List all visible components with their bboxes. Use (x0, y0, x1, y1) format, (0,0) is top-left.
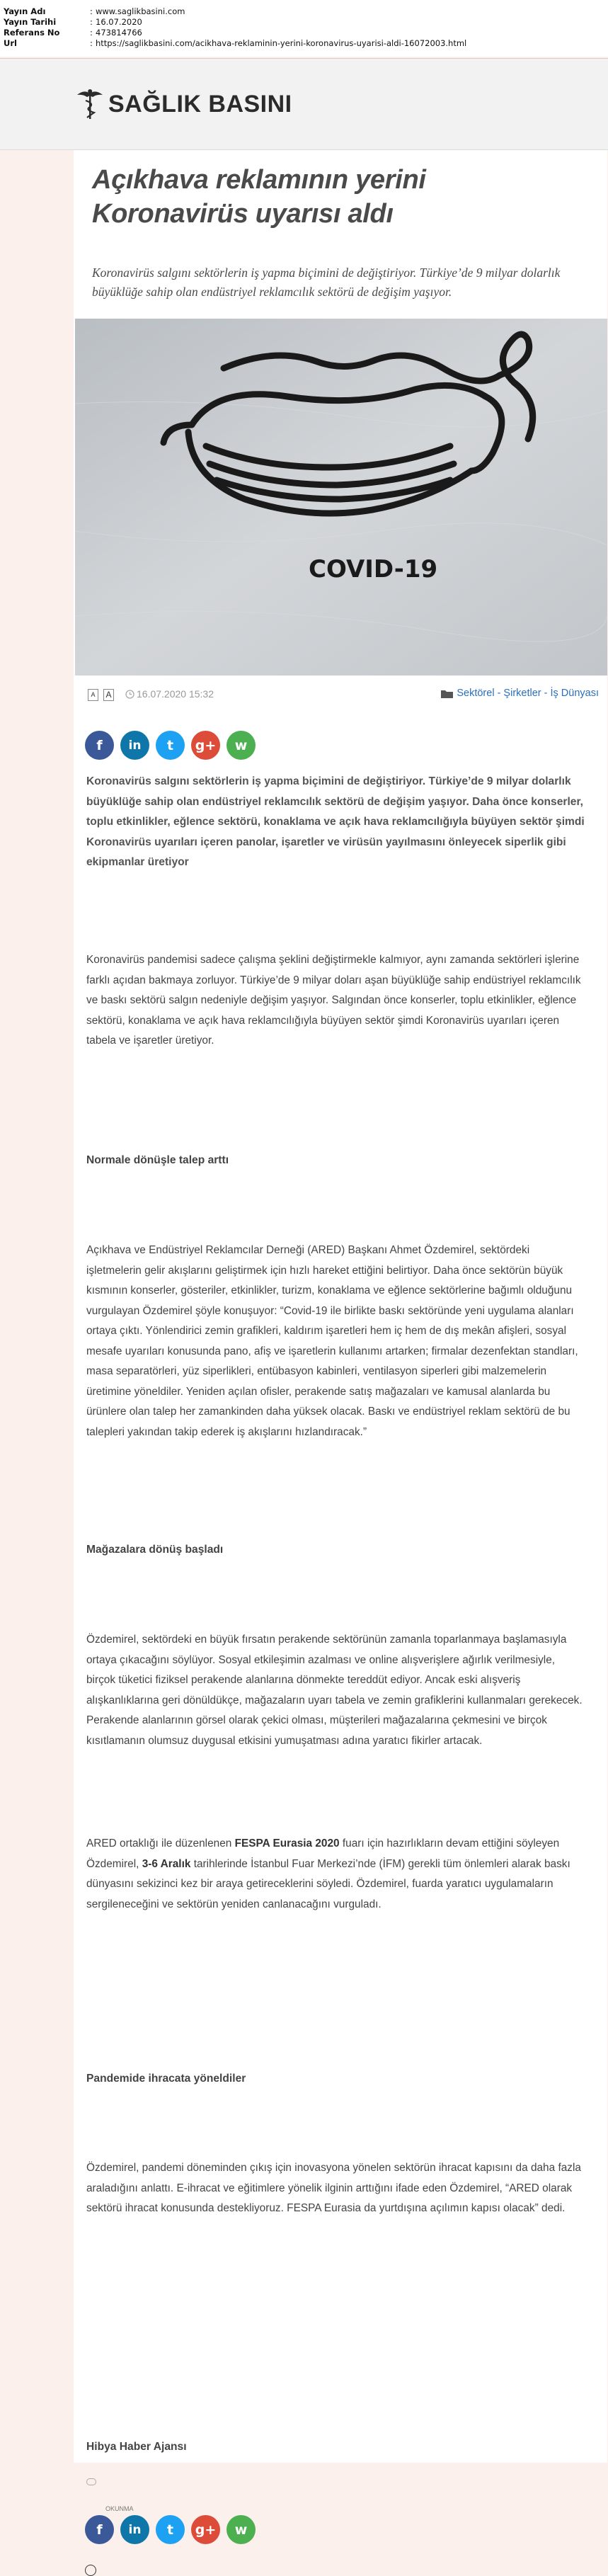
divider (0, 58, 608, 59)
googleplus-share-icon[interactable]: g+ (191, 731, 220, 760)
publish-date-text: 16.07.2020 15:32 (137, 688, 214, 700)
twitter-share-icon[interactable]: t (156, 731, 185, 760)
logo-text: SAĞLIK BASINI (108, 90, 292, 118)
meta-value: 473814766 (96, 28, 142, 38)
meta-value: www.saglikbasini.com (96, 6, 185, 16)
font-increase-button[interactable]: A (103, 689, 114, 701)
whatsapp-share-icon[interactable]: w (226, 731, 256, 760)
reading-count-label: OKUNMA (105, 2505, 134, 2512)
article-image (75, 319, 607, 676)
folder-icon (441, 689, 453, 698)
facebook-share-icon[interactable]: f (85, 731, 114, 760)
covid-mask-graffiti-image (75, 319, 607, 676)
meta-key: Yayın Adı (4, 6, 46, 16)
news-agency: Hibya Haber Ajansı (86, 2441, 187, 2453)
comment-icon[interactable] (86, 2478, 96, 2485)
meta-key: Url (4, 38, 17, 48)
twitter-share-icon[interactable]: t (156, 2515, 185, 2544)
category-link[interactable] (441, 688, 599, 699)
category-text[interactable]: Sektörel - Şirketler - İş Dünyası (457, 688, 599, 699)
publish-date (125, 688, 214, 700)
article-subheading: Normale dönüşle talep arttı (86, 1154, 229, 1166)
googleplus-share-icon[interactable]: g+ (191, 2515, 220, 2544)
share-bar-bottom (85, 2515, 262, 2544)
meta-url[interactable]: https://saglikbasini.com/acikhava-reklaminin-yerini-koronavirus-uyarisi-aldi-16072003.html (96, 38, 467, 48)
facebook-share-icon[interactable]: f (85, 2515, 114, 2544)
article-lead: Koronavirüs salgını sektörlerin iş yapma biçimini de değiştiriyor. Türkiye’de 9 milyar dolarlık büyüklüğe sahip olan endüstriyel reklamcılık sektörü de değişim yaşıyor. Daha önce konserler, toplu etkinlikler, eğlence sektörü, konaklama ve açık hava reklamcılığıyla büyüyen sektör şimdi Koronavirüs uyarıları içeren panolar, işaretler ve virüsün yayılmasını önleyecek siperlik gibi ekipmanlar üretiyor (86, 775, 585, 869)
meta-row: Url : https://saglikbasini.com/acikhava-reklaminin-yerini-koronavirus-uyarisi-aldi-16072003.html (4, 38, 467, 48)
caduceus-logo-icon (76, 88, 104, 120)
meta-key: Referans No (4, 28, 60, 38)
article-card (74, 150, 607, 2538)
meta-value: 16.07.2020 (96, 17, 142, 27)
report-meta (0, 0, 608, 57)
event-name: FESPA Eurasia 2020 (234, 1837, 340, 1850)
article-subheading: Mağazalara dönüş başladı (86, 1544, 224, 1556)
meta-key: Yayın Tarihi (4, 17, 57, 27)
article-paragraph: Açıkhava ve Endüstriyel Reklamcılar Derneği (ARED) Başkanı Ahmet Özdemirel, sektördeki işletmelerin gelir akışlarını geliştirmek için hızlı hareket ettiğini belirtiyor. Daha önce sektörün büyük kısmının konserler, gösteriler, etkinlikler, turizm, konaklama ve eğlence sektörlerine bağımlı olduğunu vurgulayan Özdemirel şöyle konuşuyor: “Covid-19 ile birlikte baskı sektöründe yeni uygulama alanları ortaya çıktı. Yönlendirici zemin grafikleri, kaldırım işaretleri hem iç hem de dış mekân afişleri, sosyal mesafe uyarıları konusunda pano, afiş ve işaretlerin kullanımı artarken; firmalar dezenfektan standları, masa separatörleri, yüz siperlikleri, entübasyon kabinleri, ventilasyon siperleri gibi malzemelerin üretimine yöneldiler. Yeniden açılan ofisler, perakende satış mağazaları ve kamusal alanlarda bu ürünlere olan talep her zamankinden daha yüksek olacak. Baskı ve endüstriyel reklam sektörü de bu talepleri yakından takip ederek iş akışlarını hızlandıracak.” (86, 1244, 578, 1438)
meta-row: Referans No : 473814766 (4, 28, 142, 38)
share-bar-top (85, 731, 262, 760)
font-decrease-button[interactable]: A (88, 689, 98, 701)
linkedin-share-icon[interactable]: in (120, 731, 149, 760)
article-paragraph: Koronavirüs pandemisi sadece çalışma şeklini değiştirmekle kalmıyor, aynı zamanda sektörleri işlerine farklı açıdan bakmaya zorluyor. Türkiye’de 9 milyar doları aşan büyüklüğe sahip endüstriyel reklamcılık ve baskı sektörü salgın nedeniyle değişim yaşıyor. Salgından önce konserler, toplu etkinlikler, eğlence sektörü, konaklama ve açık hava reklamcılığıyla büyüyen sektör şimdi Koronavirüs uyarıları içeren tabela ve işaretler üretiyor. (86, 954, 581, 1047)
graffiti-caption: COVID-19 (309, 555, 438, 583)
article-paragraph: ARED ortaklığı ile düzenlenen FESPA Eurasia 2020 fuarı için hazırlıkların devam ettiğini söyleyen Özdemirel, 3-6 Aralık tarihlerinde İstanbul Fuar Merkezi’nde (İFM) gerekli tüm önlemleri alarak baskı dünyasını sekizinci kez bir araya getireceklerini söyledi. Özdemirel, fuarda yaratıcı uygulamaların sergileneceğini ve sektörün yeniden canlanacağını vurguladı. (86, 1837, 570, 1910)
whatsapp-share-icon[interactable]: w (226, 2515, 256, 2544)
site-header (0, 59, 608, 150)
site-logo[interactable] (76, 88, 292, 120)
event-dates: 3-6 Aralık (142, 1857, 191, 1870)
article-paragraph: Özdemirel, sektördeki en büyük fırsatın perakende sektörünün zamanla toparlanmaya başlamasıyla ortaya çıkacağını söylüyor. Sosyal etkileşimin azalması ve online alışverişlere ağırlık verilmesiyle, birçok tüketici fiziksel perakende alanlarına dönmekte tereddüt ediyor. Ancak eski alışveriş alışkanlıklarına geri dönüldükçe, mağazaların uyarı tabela ve zemin grafiklerini kullanmaları gerekecek. Perakende alanlarının görsel olarak çekici olması, müşterileri mağazalarına çekmesini ve birçok kısıtlamanın olumsuz duygusal etkisini yumuşatması adına yaratıcı fikirler artacak. (86, 1634, 583, 1747)
meta-row: Yayın Adı : www.saglikbasini.com (4, 6, 185, 16)
article-spot: Koronavirüs salgını sektörlerin iş yapma biçimini de değiştiriyor. Türkiye’de 9 milyar dolarlık büyüklüğe sahip olan endüstriyel reklamcılık sektörü de değişim yaşıyor. (92, 266, 561, 299)
article-paragraph: Özdemirel, pandemi döneminden çıkış için inovasyona yönelen sektörün ihracat kapısını da daha fazla araladığını anlattı. E-ihracat ve eğitimlere yönelik ilginin arttığını ifade eden Özdemirel, “ARED olarak sektörü ihracat konusunda destekliyoruz. FESPA Eurasia da yurtdışına açılımın kapısı olacak” dedi. (86, 2162, 581, 2214)
article-info-bar (86, 686, 603, 707)
clock-icon (125, 690, 134, 699)
linkedin-share-icon[interactable]: in (120, 2515, 149, 2544)
meta-row: Yayın Tarihi : 16.07.2020 (4, 17, 142, 27)
article-subheading: Pandemide ihracata yöneldiler (86, 2073, 246, 2085)
article-title: Açıkhava reklamının yerini Koronavirüs uyarısı aldı (92, 165, 426, 229)
clock-icon (85, 2565, 96, 2576)
